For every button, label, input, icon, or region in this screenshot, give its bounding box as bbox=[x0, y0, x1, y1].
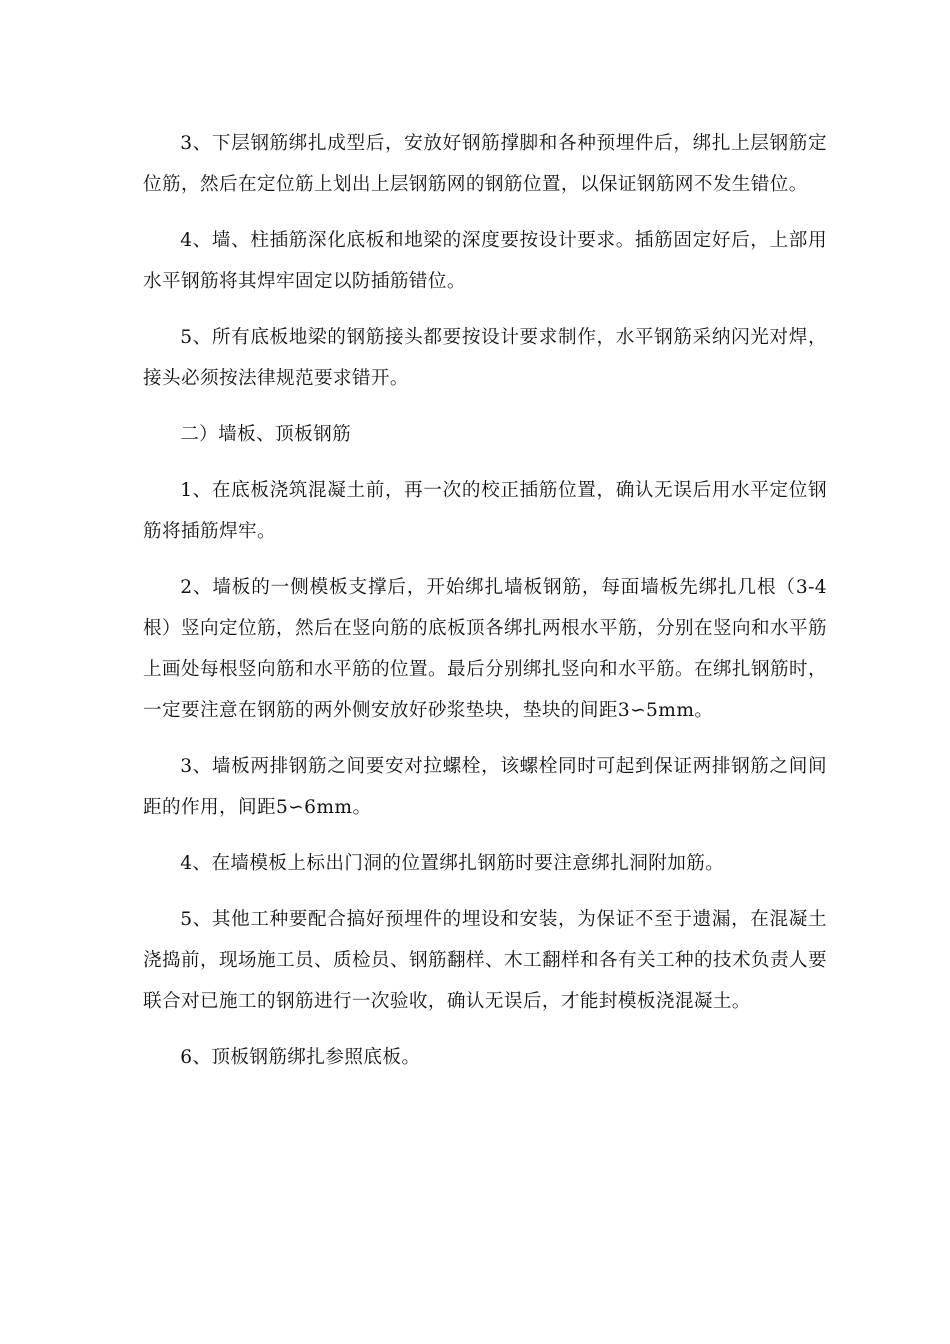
paragraph-item-4-door-opening-rebar: 4、在墙模板上标出门洞的位置绑扎钢筋时要注意绑扎洞附加筋。 bbox=[180, 853, 725, 874]
paragraph-item-3-rebar-positioning: 3、下层钢筋绑扎成型后，安放好钢筋撑脚和各种预埋件后，绑扎上层钢筋定位筋，然后在定位筋上划出上层钢筋网的钢筋位置，以保证钢筋网不发生错位。 bbox=[143, 133, 827, 195]
section-heading-wall-roof-rebar: 二）墙板、顶板钢筋 bbox=[180, 424, 352, 445]
paragraph-item-2-wall-rebar-binding: 2、墙板的一侧模板支撑后，开始绑扎墙板钢筋，每面墙板先绑扎几根（3-4根）竖向定位筋，然后在竖向筋的底板顶各绑扎两根水平筋，分别在竖向和水平筋上画处每根竖向筋和水平筋的位置。最后分别绑扎竖向和水平筋。在绑扎钢筋时，一定要注意在钢筋的两外侧安放好砂浆垫块，垫块的间距3∽5mm。 bbox=[143, 577, 827, 721]
paragraph-item-3-tie-bolts: 3、墙板两排钢筋之间要安对拉螺栓，该螺栓同时可起到保证两排钢筋之间间距的作用，间距5∽6mm。 bbox=[143, 756, 827, 818]
paragraph-item-1-dowel-correction: 1、在底板浇筑混凝土前，再一次的校正插筋位置，确认无误后用水平定位钢筋将插筋焊牢。 bbox=[143, 480, 827, 542]
document-body bbox=[143, 123, 827, 1093]
paragraph-item-5-rebar-joints: 5、所有底板地梁的钢筋接头都要按设计要求制作，水平钢筋采纳闪光对焊，接头必须按法律规范要求错开。 bbox=[143, 327, 827, 389]
paragraph-item-4-wall-column-dowels: 4、墙、柱插筋深化底板和地梁的深度要按设计要求。插筋固定好后，上部用水平钢筋将其焊牢固定以防插筋错位。 bbox=[143, 230, 827, 292]
paragraph-item-6-roof-rebar: 6、顶板钢筋绑扎参照底板。 bbox=[180, 1047, 421, 1068]
paragraph-item-5-embedded-parts: 5、其他工种要配合搞好预埋件的埋设和安装，为保证不至于遗漏，在混凝土浇捣前，现场施工员、质检员、钢筋翻样、木工翻样和各有关工种的技术负责人要联合对已施工的钢筋进行一次验收，确认无误后，才能封模板浇混凝土。 bbox=[143, 909, 827, 1012]
